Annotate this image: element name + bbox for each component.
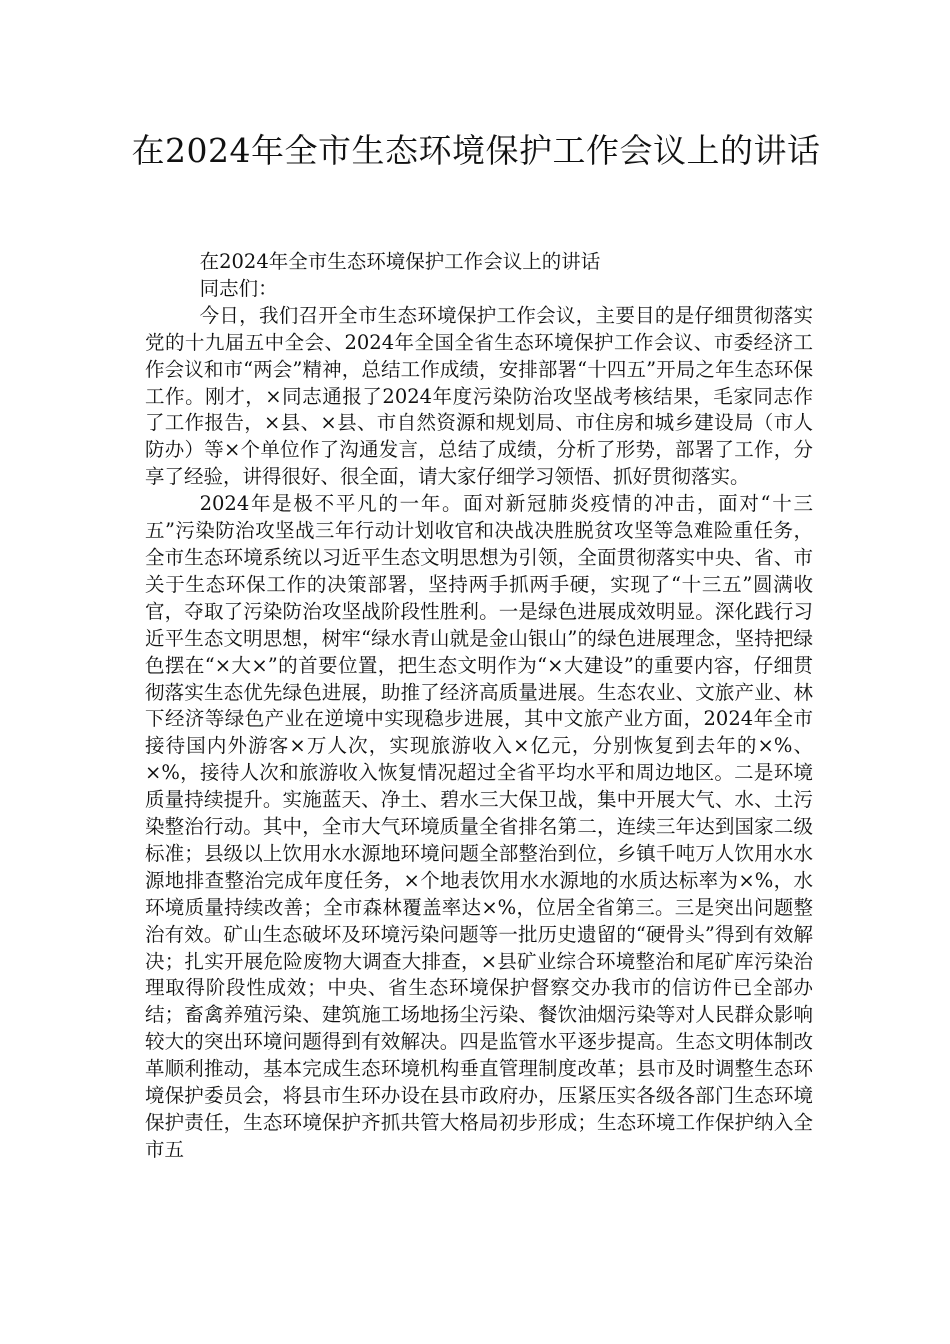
- salutation: 同志们：: [199, 276, 278, 300]
- paragraph-2: 2024年是极不平凡的一年。面对新冠肺炎疫情的冲击，面对“十三五”污染防治攻坚战三年行动计划收官和决战决胜脱贫攻坚等急难险重任务，全市生态环境系统以习近平生态文明思想为引领，全面贯彻落实中央、省、市关于生态环保工作的决策部署，坚持两手抓两手硬，实现了“十三五”圆满收官，夺取了污染防治攻坚战阶段性胜利。一是绿色进展成效明显。深化践行习近平生态文明思想，树牢“绿水青山就是金山银山”的绿色进展理念，坚持把绿色摆在“×大×”的首要位置，把生态文明作为“×大建设”的重要内容，仔细贯彻落实生态优先绿色进展，助推了经济高质量进展。生态农业、文旅产业、林下经济等绿色产业在逆境中实现稳步进展，其中文旅产业方面，2024年全市接待国内外游客×万人次，实现旅游收入×亿元，分别恢复到去年的×%、×%，接待人次和旅游收入恢复情况超过全省平均水平和周边地区。二是环境质量持续提升。实施蓝天、净土、碧水三大保卫战，集中开展大气、水、土污染整治行动。其中，全市大气环境质量全省排名第二，连续三年达到国家二级标准；县级以上饮用水水源地环境问题全部整治到位，乡镇千吨万人饮用水水源地排查整治完成年度任务，×个地表饮用水水源地的水质达标率为×%，水环境质量持续改善；全市森林覆盖率达×%，位居全省第三。三是突出问题整治有效。矿山生态破坏及环境污染问题等一批历史遗留的“硬骨头”得到有效解决；扎实开展危险废物大调查大排查，×县矿业综合环境整治和尾矿库污染治理取得阶段性成效；中央、省生态环境保护督察交办我市的信访件已全部办结；畜禽养殖污染、建筑施工场地扬尘污染、餐饮油烟污染等对人民群众影响较大的突出环境问题得到有效解决。四是监管水平逐步提高。生态文明体制改革顺利推动，基本完成生态环境机构垂直管理制度改革；县市及时调整生态环境保护委员会，将县市生环办设在县市政府办，压紧压实各级各部门生态环境保护责任，生态环境保护齐抓共管大格局初步形成；生态环境工作保护纳入全市五: [145, 492, 813, 1161]
- document-body: [145, 249, 813, 1164]
- paragraph-1: 今日，我们召开全市生态环境保护工作会议，主要目的是仔细贯彻落实党的十九届五中全会、2024年全国全省生态环境保护工作会议、市委经济工作会议和市“两会”精神，总结工作成绩，安排部署“十四五”开局之年生态环保工作。刚才，×同志通报了2024年度污染防治攻坚战考核结果，毛家同志作了工作报告，×县、×县、市自然资源和规划局、市住房和城乡建设局（市人防办）等×个单位作了沟通发言，总结了成绩，分析了形势，部署了工作，分享了经验，讲得很好、很全面，请大家仔细学习领悟、抓好贯彻落实。: [145, 303, 813, 489]
- document-title: 在2024年全市生态环境保护工作会议上的讲话: [131, 131, 821, 170]
- document-subtitle: 在2024年全市生态环境保护工作会议上的讲话: [199, 250, 601, 273]
